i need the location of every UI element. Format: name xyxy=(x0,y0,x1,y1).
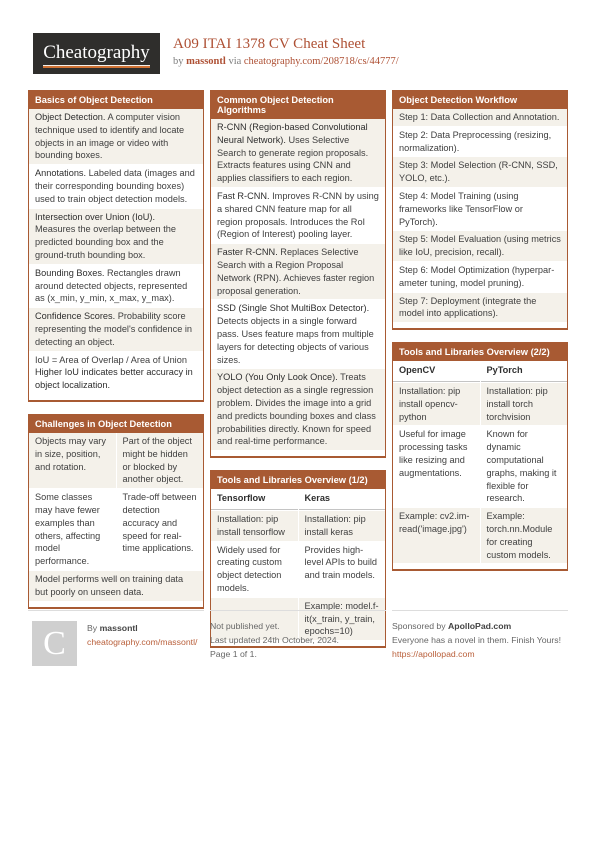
panel-basics-of-object-detection xyxy=(28,90,204,402)
workflow-step: Step 1: Data Collection and Annotation. xyxy=(393,109,567,127)
panel-body xyxy=(29,433,203,607)
challenge-cell: Trade-off between detection accuracy and speed for real-time applications. xyxy=(122,492,197,554)
table-row xyxy=(211,511,385,542)
publish-status: Not published yet. xyxy=(210,621,280,631)
table-cell: Installation: pip install tensorflow xyxy=(211,511,298,541)
page-header xyxy=(33,33,399,74)
cheatography-logo-text: Cheatography xyxy=(43,42,150,66)
panel-body xyxy=(393,361,567,569)
table-cell: Installation: pip install opencv-python xyxy=(393,383,480,425)
algorithm-row xyxy=(211,188,385,244)
table-cell: Example: cv2.imread('image.jpg') xyxy=(393,508,480,563)
definition-row xyxy=(29,109,203,165)
panel-title: Common Object Detection Algorithms xyxy=(211,90,385,119)
term: Object Detection. xyxy=(35,112,106,122)
column-header: OpenCV xyxy=(393,361,480,382)
sponsor-name-link[interactable]: ApolloPad.com xyxy=(448,621,512,631)
algorithm-row xyxy=(211,119,385,188)
definition: Labeled data (images and their corresponding bounding boxes) used to train object detection models. xyxy=(35,168,195,204)
algorithm-name: Fast R-CNN. xyxy=(217,190,270,201)
header-text xyxy=(173,33,399,67)
panel-tools-libraries-2 xyxy=(392,342,568,571)
algorithm-name: YOLO (You Only Look Once). xyxy=(217,372,338,383)
footer-sponsor-block xyxy=(392,610,568,666)
algorithm-name: Faster R-CNN. xyxy=(217,247,278,258)
definition: Measures the overlap between the predicted bounding box and the ground-truth bounding box. xyxy=(35,224,176,260)
definition-row xyxy=(29,209,203,265)
algorithm-description: Detects objects in a single forward pass. Uses feature maps from multiple layers for detecting objects of various sizes. xyxy=(217,316,374,365)
table-row xyxy=(393,426,567,508)
panel-title: Basics of Object Detection xyxy=(29,90,203,109)
column-2 xyxy=(210,90,386,648)
panel-body xyxy=(393,109,567,328)
definition-row xyxy=(29,265,203,308)
challenge-row xyxy=(29,489,203,571)
cheatography-logo[interactable] xyxy=(33,33,160,74)
sponsor-tagline: Everyone has a novel in them. Finish Yours! xyxy=(392,635,562,645)
author-link[interactable]: massontl xyxy=(186,56,226,67)
page-title: A09 ITAI 1378 CV Cheat Sheet xyxy=(173,36,366,52)
workflow-step: Step 3: Model Selection (R-CNN, SSD, YOLO, etc.). xyxy=(393,157,567,188)
term: Annotations. xyxy=(35,168,87,179)
workflow-step: Step 4: Model Training (using frameworks like TensorFlow or PyTorch). xyxy=(393,188,567,231)
challenge-cell: Objects may vary in size, position, and rotation. xyxy=(29,433,116,488)
definition: Rectangles drawn around detected objects, represented as (x_min, y_min, x_max, y_max). xyxy=(35,267,188,304)
last-updated: Last updated 24th October, 2024. xyxy=(210,635,339,645)
sponsor-label: Sponsored by xyxy=(392,621,449,631)
footer-author-text xyxy=(87,619,197,666)
workflow-step: Step 7: Deployment (integrate the model into applications). xyxy=(393,293,567,324)
table-cell: Provides high-level APIs to build and train models. xyxy=(304,544,378,581)
sheet-url-link[interactable]: cheatography.com/208718/cs/44777/ xyxy=(243,56,399,67)
footer-by-line xyxy=(87,621,197,635)
formula: IoU = Area of Overlap / Area of Union xyxy=(35,354,187,365)
page-footer xyxy=(28,610,568,666)
footer-profile-link[interactable]: cheatography.com/massontl/ xyxy=(87,637,198,647)
column-header: PyTorch xyxy=(481,361,568,382)
sponsor-url-link[interactable]: https://apollopad.com xyxy=(392,649,475,659)
definition: Probability score representing the model's confidence in detecting an object. xyxy=(35,311,193,347)
definition-row xyxy=(29,352,203,395)
byline-by-label: by xyxy=(173,56,187,67)
author-avatar[interactable] xyxy=(32,621,77,666)
term: Intersection over Union (IoU). xyxy=(35,211,155,222)
footer-author-name[interactable]: massontl xyxy=(99,623,138,633)
definition-row xyxy=(29,308,203,351)
algorithm-row xyxy=(211,300,385,369)
challenge-cell: Some classes may have fewer examples than others, affecting model performance. xyxy=(35,492,101,567)
table-row xyxy=(211,542,385,598)
table-row xyxy=(393,383,567,426)
note: Higher IoU indicates better accuracy in object localization. xyxy=(35,367,193,391)
table-cell: Installation: pip install torch torchvision xyxy=(481,383,568,425)
footer-by-label: By xyxy=(87,623,100,633)
panel-common-object-detection-algorithms xyxy=(210,90,386,458)
algorithm-description: Replaces Selective Search with a Region Proposal Network (RPN). Achieves faster region proposal generation. xyxy=(217,247,375,296)
panel-body xyxy=(211,119,385,456)
algorithm-description: Uses Selective Search to generate region proposals. Extracts features using CNN and applies classifiers to each region. xyxy=(217,134,369,184)
algorithm-row xyxy=(211,369,385,451)
panel-title: Tools and Libraries Overview (2/2) xyxy=(393,342,567,361)
panel-title: Tools and Libraries Overview (1/2) xyxy=(211,470,385,489)
table-header-row xyxy=(211,489,385,511)
term: Bounding Boxes. xyxy=(35,267,105,278)
algorithm-description: Improves R-CNN by using a shared CNN feature map for all region proposals. Introduces the RoI (Region of Interest) pooling layer. xyxy=(217,190,379,240)
footer-author-block xyxy=(28,610,204,666)
panel-body xyxy=(29,109,203,400)
table-cell: Widely used for creating custom object detection models. xyxy=(217,544,282,593)
column-header: Keras xyxy=(299,489,386,510)
panel-title: Challenges in Object Detection xyxy=(29,414,203,433)
definition: A computer vision technique used to identify and locate objects in an image or video with bounding boxes. xyxy=(35,112,185,161)
challenge-cell: Part of the object might be hidden or blocked by another object. xyxy=(117,433,204,488)
avatar-letter: C xyxy=(43,624,66,662)
definition-row xyxy=(29,165,203,208)
challenge-row xyxy=(29,433,203,489)
table-row xyxy=(393,508,567,564)
sponsor-line xyxy=(392,619,568,633)
panel-object-detection-workflow xyxy=(392,90,568,330)
byline xyxy=(173,56,399,67)
algorithm-name: R-CNN (Region-based Convolutional Neural Network). xyxy=(217,122,368,145)
footer-meta-block xyxy=(210,610,386,666)
column-1 xyxy=(28,90,204,648)
workflow-step: Step 2: Data Preprocessing (resizing, normalization). xyxy=(393,127,567,158)
table-cell: Example: torch.nn.Module for creating custom models. xyxy=(481,508,568,563)
challenge-full-row: Model performs well on training data but poorly on unseen data. xyxy=(29,571,203,602)
table-header-row xyxy=(393,361,567,383)
table-cell: Useful for image processing tasks like resizing and augmentations. xyxy=(399,429,468,478)
panel-challenges-in-object-detection xyxy=(28,414,204,609)
table-cell: Installation: pip install keras xyxy=(299,511,386,541)
table-cell: Example: model.fit(x_train, y_train, epochs=10) xyxy=(299,598,386,640)
algorithm-row xyxy=(211,244,385,300)
content-columns xyxy=(28,90,568,648)
byline-via-label: via xyxy=(225,56,244,67)
panel-title: Object Detection Workflow xyxy=(393,90,567,109)
algorithm-name: SSD (Single Shot MultiBox Detector). xyxy=(217,303,370,314)
workflow-step: Step 6: Model Optimization (hyperparameter tuning, model pruning). xyxy=(393,262,567,293)
column-header: Tensorflow xyxy=(211,489,298,510)
table-cell: Known for dynamic computational graphs, making it flexible for research. xyxy=(486,429,557,504)
term: Confidence Scores. xyxy=(35,311,116,322)
column-3 xyxy=(392,90,568,648)
page-info: Page 1 of 1. xyxy=(210,649,257,659)
algorithm-description: Treats object detection as a single regression problem. Divides the image into a grid and predicts bounding boxes and class probabilities directly. Known for speed and real-time performance. xyxy=(217,372,376,447)
workflow-step: Step 5: Model Evaluation (using metrics like IoU, precision, recall). xyxy=(393,231,567,262)
